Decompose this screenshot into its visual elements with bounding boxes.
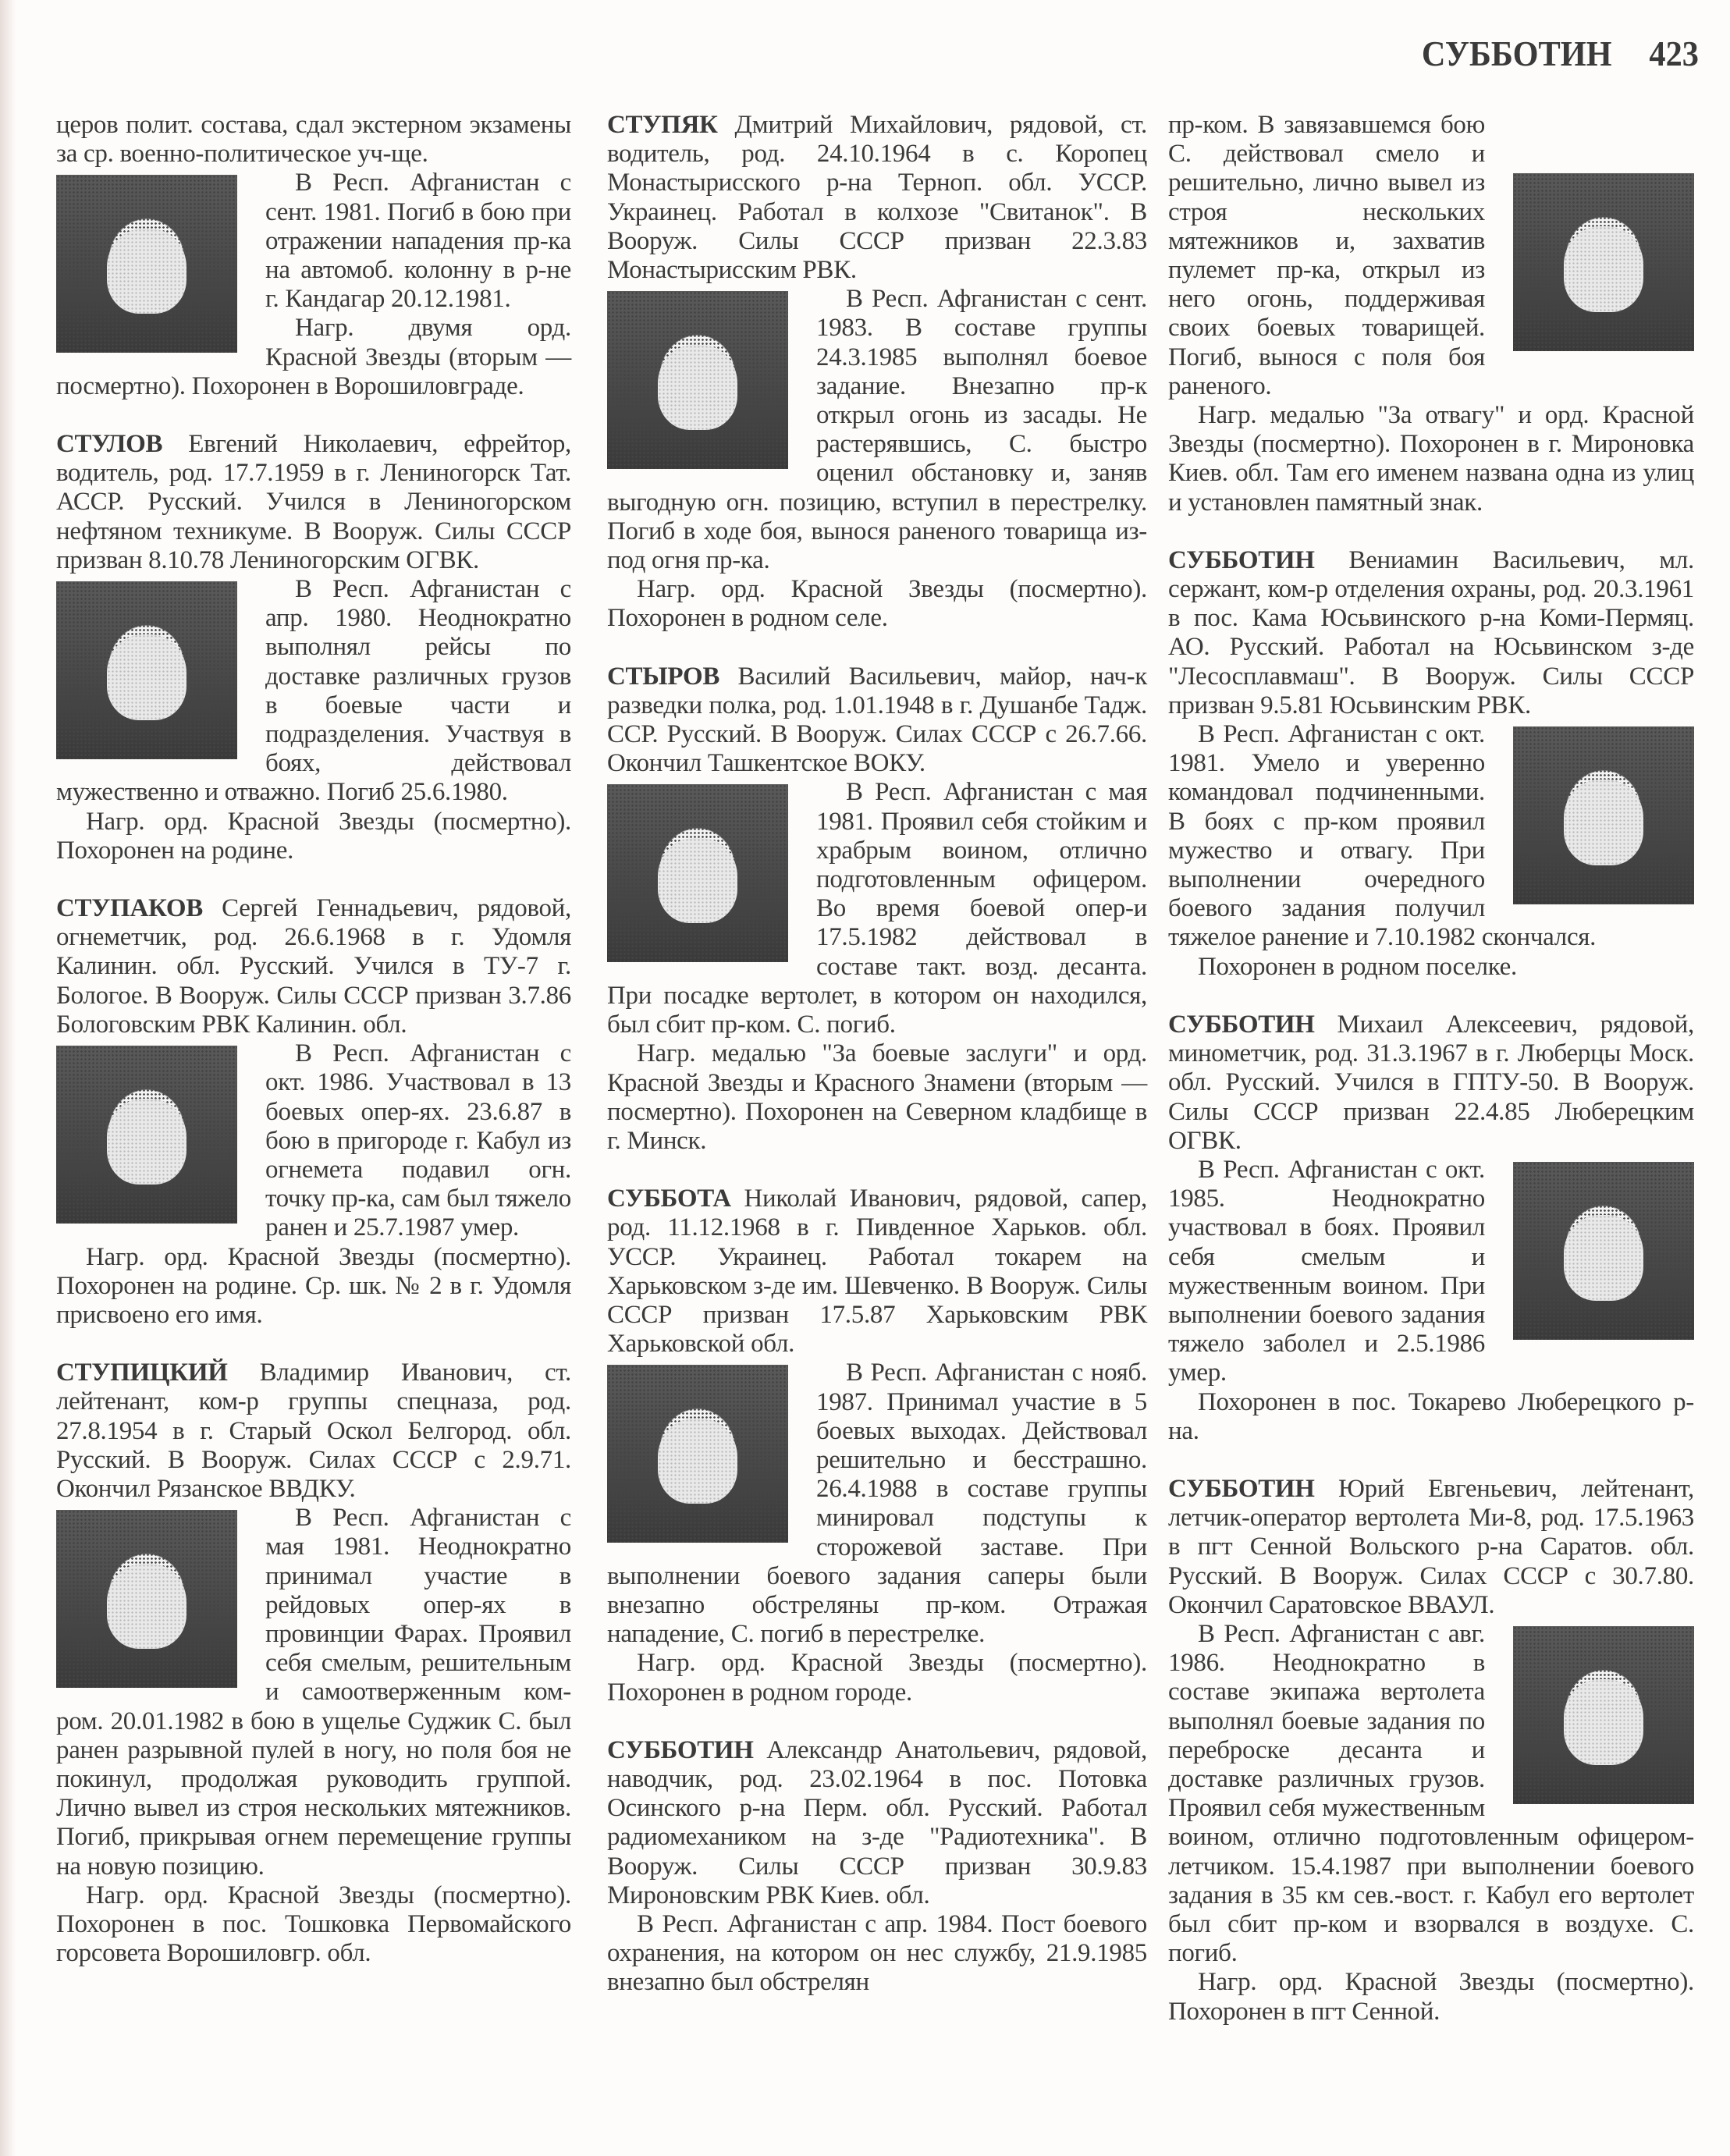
entry-subbotin-veniamin [1168,546,1694,982]
entry-intro: Михаил Алексеевич, рядовой, минометчик, род. 31.3.1967 в г. Люберцы Моск. обл. Русский. Учился в ГПТУ-50. В Вооруж. Силы СССР призван 22.4.85 Люберецким ОГВК. [1168,1010,1694,1155]
paragraph: Похоронен в пос. Токарево Люберецкого р-на. [1168,1387,1694,1445]
paragraph: В Респ. Афганистан с мая 1981. Неоднократно принимал участие в рейдовых опер-ях в провинции Фарах. Проявил себя смелым, решительным и самоотверженным ком-ром. 20.01.1982 в бою в ущелье Суджик С. был ранен разрывной пулей в ногу, но поля боя не покинул, продолжая руководить группой. Лично вывел из строя нескольких мятежников. Погиб, прикрывая огнем перемещение группы на новую позицию. [56,1504,571,1881]
entry-continuation [56,111,571,401]
portrait-photo [1513,173,1694,351]
paragraph: В Респ. Афганистан с окт. 1985. Неоднократно участвовал в боях. Проявил себя смелым и мужественным воином. При выполнении боевого задания тяжело заболел и 2.5.1986 умер. [1168,1155,1485,1387]
entry-intro: Дмитрий Михайлович, рядовой, ст. водитель, род. 24.10.1964 в с. Коропец Монастырисского р-на Терноп. обл. УССР. Украинец. Работал в колхозе "Свитанок". В Вооруж. Силы СССР призван 22.3.83 Монастырисским РВК. [607,111,1147,285]
column-1 [56,111,571,1997]
entry-intro: Юрий Евгеньевич, лейтенант, летчик-оператор вертолета Ми-8, род. 17.5.1963 в пгт Сенной Вольского р-на Саратов. обл. Русский. В Вооруж. Силах СССР с 30.7.80. Окончил Саратовское ВВАУЛ. [1168,1474,1694,1619]
portrait-photo [56,1510,237,1688]
entry-surname: СТУЛОВ [56,430,163,459]
entry-surname: СУББОТИН [1168,545,1315,574]
paragraph: В Респ. Афганистан с апр. 1984. Пост боевого охранения, на котором он нес службу, 21.9.1985 внезапно был обстрелян [607,1909,1147,1997]
portrait-photo [1513,1626,1694,1804]
entry-stupyak [607,111,1147,634]
entry-intro: Сергей Геннадьевич, рядовой, огнеметчик, род. 26.6.1968 в г. Удомля Калинин. обл. Русский. Учился в ТУ-7 г. Бологое. В Вооруж. Силы СССР призван 3.7.86 Бологовским РВК Калинин. обл. [56,894,571,1039]
paragraph: пр-ком. В завязавшемся бою С. действовал смело и решительно, лично вывел из строя нескольких мятежников и, захватив пулемет пр-ка, открыл из него огонь, поддерживая своих боевых товарищей. Погиб, вынося с поля боя раненого. [1168,111,1485,400]
paragraph: В Респ. Афганистан с сент. 1981. Погиб в бою при отражении нападения пр-ка на автомоб. колонну в р-не г. Кандагар 20.12.1981. [265,169,571,314]
entry-intro: Владимир Иванович, ст. лейтенант, ком-р группы спецназа, род. 27.8.1954 в г. Старый Оскол Белгород. обл. Русский. В Вооруж. Силах СССР с 2.9.71. Окончил Рязанское ВВДКУ. [56,1359,571,1503]
paragraph: Похоронен в родном поселке. [1198,952,1517,981]
portrait-photo [607,1365,788,1543]
entry-surname: СУББОТИН [1168,1474,1315,1503]
entry-surname: СТУПАКОВ [56,894,203,923]
entry-stulov [56,430,571,865]
entry-intro: Василий Васильевич, майор, нач-к разведки полка, род. 1.01.1948 в г. Душанбе Тадж. ССР. Русский. В Вооруж. Силах СССР с 26.7.66. Окончил Ташкентское ВОКУ. [607,662,1147,778]
paragraph: Нагр. орд. Красной Звезды (посмертно). Похоронен в пос. Тошковка Первомайского горсовета Ворошиловгр. обл. [56,1881,571,1968]
entry-styrov [607,662,1147,1156]
entry-continuation [1168,111,1694,517]
paragraph: Нагр. орд. Красной Звезды (посмертно). Похоронен на родине. Ср. шк. № 2 в г. Удомля присвоено его имя. [56,1242,571,1329]
paragraph: Нагр. медалью "За отвагу" и орд. Красной Звезды (посмертно). Похоронен в г. Мироновка Киев. обл. Там его именем названа одна из улиц и установлен памятный знак. [1168,401,1694,517]
paragraph: В Респ. Афганистан с мая 1981. Проявил себя стойким и храбрым воином, отлично подготовленным офицером. Во время боевой опер-и 17.5.1982 действовал в составе такт. возд. десанта. При посадке вертолет, в котором он находился, был сбит пр-ком. С. погиб. [607,778,1147,1039]
page-header [1422,33,1699,80]
entry-stupakov [56,894,571,1330]
portrait-photo [56,581,237,759]
paragraph: Нагр. двумя орд. Красной Звезды (вторым — посмертно). Похоронен в Ворошиловграде. [56,314,571,400]
entry-stupitsky [56,1359,571,1968]
page-number: 423 [1649,34,1699,73]
entry-intro: Евгений Николаевич, ефрейтор, водитель, род. 17.7.1959 в г. Лениногорск Тат. АССР. Русский. Учился в Лениногорском нефтяном техникуме. В Вооруж. Силы СССР призван 8.10.78 Лениногорским ОГВК. [56,430,571,574]
entry-surname: СТУПИЦКИЙ [56,1359,228,1387]
book-spine-edge [0,0,16,2156]
entry-intro: Николай Иванович, рядовой, сапер, род. 11.12.1968 в г. Пивденное Харьков. обл. УССР. Украинец. Работал токарем на Харьковском з-де им. Шевченко. В Вооруж. Силы СССР призван 17.5.87 Харьковским РВК Харьковской обл. [607,1185,1147,1359]
entry-intro: Вениамин Васильевич, мл. сержант, ком-р отделения охраны, род. 20.3.1961 в пос. Кама Юсьвинского р-на Коми-Пермяц. АО. Русский. Работал на Юсьвинском з-де "Лесосплавмаш". В Вооруж. Силы СССР призван 9.5.81 Юсьвинским РВК. [1168,545,1694,719]
paragraph: Нагр. орд. Красной Звезды (посмертно). Похоронен в родном городе. [607,1649,1147,1707]
paragraph: В Респ. Афганистан с нояб. 1987. Принимал участие в 5 боевых выходах. Действовал решительно и бесстрашно. 26.4.1988 в составе группы минировал подступы к сторожевой заставе. При выполнении боевого задания саперы были внезапно обстреляны пр-ком. Отражая нападение, С. погиб в перестрелке. [607,1359,1147,1649]
paragraph: Нагр. орд. Красной Звезды (посмертно). Похоронен на родине. [56,807,571,865]
portrait-photo [607,291,788,469]
entry-subbotin-mikhail [1168,1011,1694,1446]
running-title: СУББОТИН [1421,34,1612,73]
paragraph: Нагр. медалью "За боевые заслуги" и орд. Красной Звезды и Красного Знамени (вторым — посмертно). Похоронен на Северном кладбище в г. Минск. [607,1039,1147,1155]
entry-surname: СУББОТИН [607,1735,754,1764]
paragraph: Нагр. орд. Красной Звезды (посмертно). Похоронен в пгт Сенной. [1168,1968,1694,2026]
paragraph: Нагр. орд. Красной Звезды (посмертно). Похоронен в родном селе. [607,575,1147,633]
paragraph: В Респ. Афганистан с авг. 1986. Неоднократно в составе экипажа вертолета выполнял боевые задания по переброске десанта и доставке различных грузов. Проявил себя мужественным воином, отлично подготовленным офицером-летчиком. 15.4.1987 при выполнении боевого задания в 35 км сев.-вост. г. Кабул его вертолет был сбит пр-ком и взорвался в воздухе. С. погиб. [1168,1619,1694,1968]
portrait-photo [56,1046,237,1224]
column-2 [607,111,1147,2026]
paragraph: В Респ. Афганистан с окт. 1986. Участвовал в 13 боевых опер-ях. 23.6.87 в бою в пригороде г. Кабул из огнемета подавил огн. точку пр-ка, сам был тяжело ранен и 25.7.1987 умер. [265,1039,571,1242]
column-3 [1168,111,1694,2055]
paragraph: церов полит. состава, сдал экстерном экзамены за ср. военно-политическое уч-ще. [56,111,571,169]
entry-surname: СУББОТА [607,1185,731,1213]
entry-subbotin-aleksandr [607,1736,1147,1998]
entry-subbota [607,1185,1147,1707]
portrait-photo [607,784,788,962]
entry-intro: Александр Анатольевич, рядовой, наводчик, род. 23.02.1964 в пос. Потовка Осинского р-на Перм. обл. Русский. Работал радиомехаником на з-де "Радиотехника". В Вооруж. Силы СССР призван 30.9.83 Мироновским РВК Киев. обл. [607,1735,1147,1909]
paragraph: В Респ. Афганистан с окт. 1981. Умело и уверенно командовал подчиненными. В боях с пр-ком проявил мужество и отвагу. При выполнении очередного боевого задания получил тяжелое ранение и 7.10.1982 скончался. [1168,720,1597,952]
portrait-photo [1513,726,1694,904]
entry-subbotin-yuri [1168,1475,1694,2026]
entry-surname: СУББОТИН [1168,1010,1315,1039]
portrait-photo [56,175,237,353]
entry-surname: СТЫРОВ [607,662,720,691]
paragraph: В Респ. Афганистан с сент. 1983. В составе группы 24.3.1985 выполнял боевое задание. Внезапно пр-к открыл огонь из засады. Не растерявшись, С. быстро оценил обстановку и, заняв выгодную огн. позицию, вступил в перестрелку. Погиб в ходе боя, вынося раненого товарища из-под огня пр-ка. [607,285,1147,575]
portrait-photo [1513,1162,1694,1340]
entry-surname: СТУПЯК [607,111,718,139]
paragraph: В Респ. Афганистан с апр. 1980. Неоднократно выполнял рейсы по доставке различных грузов в боевые части и подразделения. Участвуя в боях, действовал мужественно и отважно. Погиб 25.6.1980. [56,575,571,807]
